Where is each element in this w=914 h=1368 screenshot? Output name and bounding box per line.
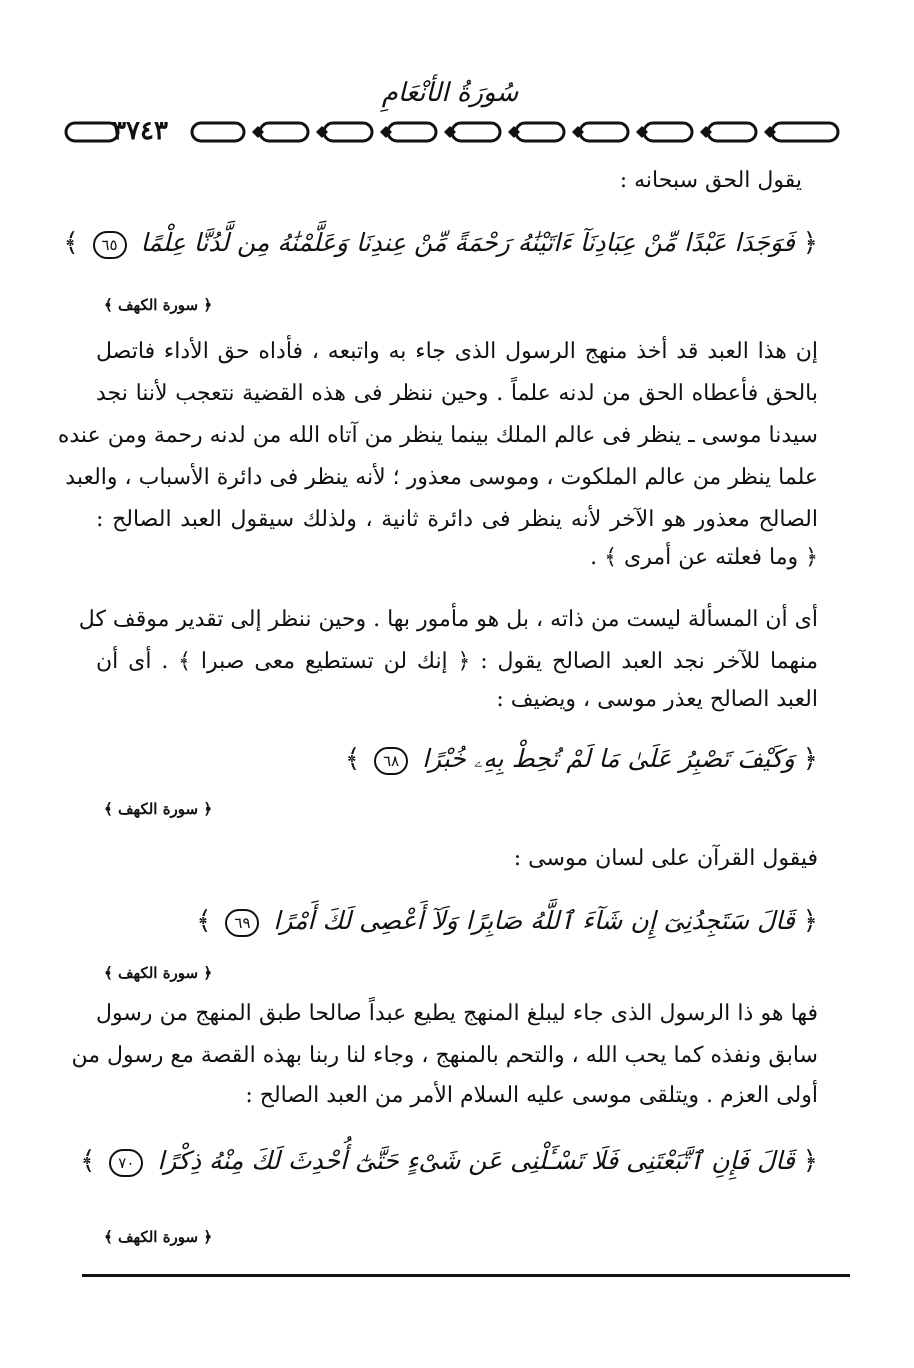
- ayah-number: ٧٠: [109, 1149, 143, 1177]
- paragraph-line: العبد الصالح يعذر موسى ، ويضيف :: [496, 687, 818, 712]
- ayah-number: ٦٥: [93, 231, 127, 259]
- paragraph-line: أولى العزم . ويتلقى موسى عليه السلام الأمر من العبد الصالح :: [245, 1083, 818, 1108]
- page-number: ٣٧٤٣: [112, 116, 168, 146]
- bracket-close: ﴾: [196, 906, 212, 936]
- verse-text: فَوَجَدَا عَبْدًا مِّنْ عِبَادِنَآ ءَاتَيْنَٰهُ رَحْمَةً مِّنْ عِندِنَا وَعَلَّمْنَٰهُ مِن لَّدُنَّا عِلْمًا: [140, 228, 795, 257]
- verse-text: قَالَ فَإِنِ ٱتَّبَعْتَنِى فَلَا تَسْـَٔلْنِى عَن شَىْءٍ حَتَّىٰٓ أُحْدِثَ لَكَ مِنْهُ ذِكْرًا: [157, 1146, 795, 1175]
- quran-verse: [160, 744, 818, 775]
- ayah-number: ٦٨: [374, 747, 408, 775]
- surah-reference: ﴿ سورة الكهف ﴾: [104, 296, 213, 314]
- paragraph-line: سيدنا موسى ـ ينظر فى عالم الملك بينما ينظر من آتاه الله من لدنه رحمة ومن عنده: [57, 423, 818, 448]
- paragraph-line: بالحق فأعطاه الحق من لدنه علماً . وحين ننظر فى هذه القضية نتعجب لأننا نجد: [96, 381, 818, 406]
- surah-reference: ﴿ سورة الكهف ﴾: [104, 800, 213, 818]
- paragraph-line: علما ينظر من عالم الملكوت ، وموسى معذور ؛ لأنه ينظر فى دائرة الأسباب ، والعبد: [65, 465, 818, 490]
- bracket-open: ﴿: [802, 744, 818, 774]
- paragraph-line: أى أن المسألة ليست من ذاته ، بل هو مأمور بها . وحين ننظر إلى تقدير موقف كل: [78, 607, 818, 632]
- bracket-open: ﴿: [802, 228, 818, 258]
- quran-verse: [160, 906, 818, 937]
- bracket-close: ﴾: [344, 744, 361, 774]
- paragraph-line: منهما للآخر نجد العبد الصالح يقول : ﴿ إنك لن تستطيع معى صبرا ﴾ . أى أن: [96, 649, 818, 674]
- surah-reference: ﴿ سورة الكهف ﴾: [104, 1228, 213, 1246]
- paragraph-line: ﴿ وما فعلته عن أمرى ﴾ .: [590, 545, 818, 570]
- intro-line: فيقول القرآن على لسان موسى :: [513, 846, 818, 871]
- surah-title: سُورَةُ الأنْعَامِ: [381, 78, 519, 108]
- paragraph-line: سابق ونفذه كما يحب الله ، والتحم بالمنهج ، وجاء لنا ربنا بهذه القصة مع رسول من: [71, 1043, 818, 1068]
- surah-reference: ﴿ سورة الكهف ﴾: [104, 964, 213, 982]
- ayah-number: ٦٩: [225, 909, 259, 937]
- quran-verse: [80, 1146, 818, 1177]
- bracket-open: ﴿: [802, 906, 818, 936]
- paragraph-line: فها هو ذا الرسول الذى جاء ليبلغ المنهج يطيع عبداً صالحا طبق المنهج من رسول: [96, 1001, 818, 1026]
- bracket-close: ﴾: [80, 1146, 96, 1176]
- verse-text: قَالَ سَتَجِدُنِىٓ إِن شَآءَ ٱللَّهُ صَابِرًا وَلَآ أَعْصِى لَكَ أَمْرًا: [273, 906, 795, 935]
- quran-verse: [63, 228, 818, 259]
- verse-text: وَكَيْفَ تَصْبِرُ عَلَىٰ مَا لَمْ تُحِطْ بِهِۦ خُبْرًا: [422, 744, 795, 773]
- footer-rule: [82, 1274, 850, 1277]
- bracket-close: ﴾: [63, 228, 79, 258]
- paragraph-line: الصالح معذور هو الآخر لأنه ينظر فى دائرة ثانية ، ولذلك سيقول العبد الصالح :: [96, 507, 818, 532]
- paragraph-line: إن هذا العبد قد أخذ منهج الرسول الذى جاء به واتبعه ، فأداه حق الأداء فاتصل: [96, 339, 818, 364]
- bracket-open: ﴿: [802, 1146, 818, 1176]
- intro-line: يقول الحق سبحانه :: [619, 168, 802, 193]
